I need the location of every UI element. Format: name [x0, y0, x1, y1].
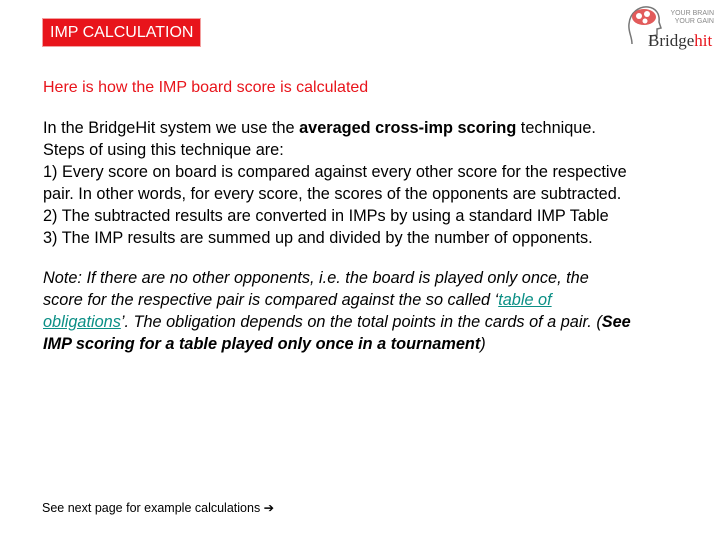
intro-line: In the BridgeHit system we use the averaged cross-imp scoring technique.: [43, 119, 596, 137]
intro-text: [43, 117, 713, 249]
step-2: 2) The subtracted results are converted in IMPs by using a standard IMP Table: [43, 207, 609, 225]
slide-title: IMP CALCULATION: [42, 18, 201, 47]
section-heading: Here is how the IMP board score is calculated: [43, 79, 369, 96]
next-page-hint: See next page for example calculations ➔: [42, 501, 275, 515]
intro-line: Steps of using this technique are:: [43, 141, 284, 159]
table-of-obligations-link-cont[interactable]: obligations: [43, 313, 121, 331]
step-1-cont: pair. In other words, for every score, the scores of the opponents are subtracted.: [43, 185, 622, 203]
step-3: 3) The IMP results are summed up and divided by the number of opponents.: [43, 229, 593, 247]
step-1: 1) Every score on board is compared against every other score for the respective: [43, 163, 627, 181]
logo-name: Bridgehit: [648, 31, 713, 50]
note-text: Note: If there are no other opponents, i.e. the board is played only once, the score for the respective pair is compared against the so called ‘table of obligations’. The obligation depends on the total points in the cards of a pair. (See IMP scoring for a table played only once in a tournament): [43, 269, 631, 353]
bridgehit-logo: YOUR BRAIN YOUR GAIN Bridgehit: [626, 4, 718, 52]
table-of-obligations-link[interactable]: table of: [498, 291, 552, 309]
